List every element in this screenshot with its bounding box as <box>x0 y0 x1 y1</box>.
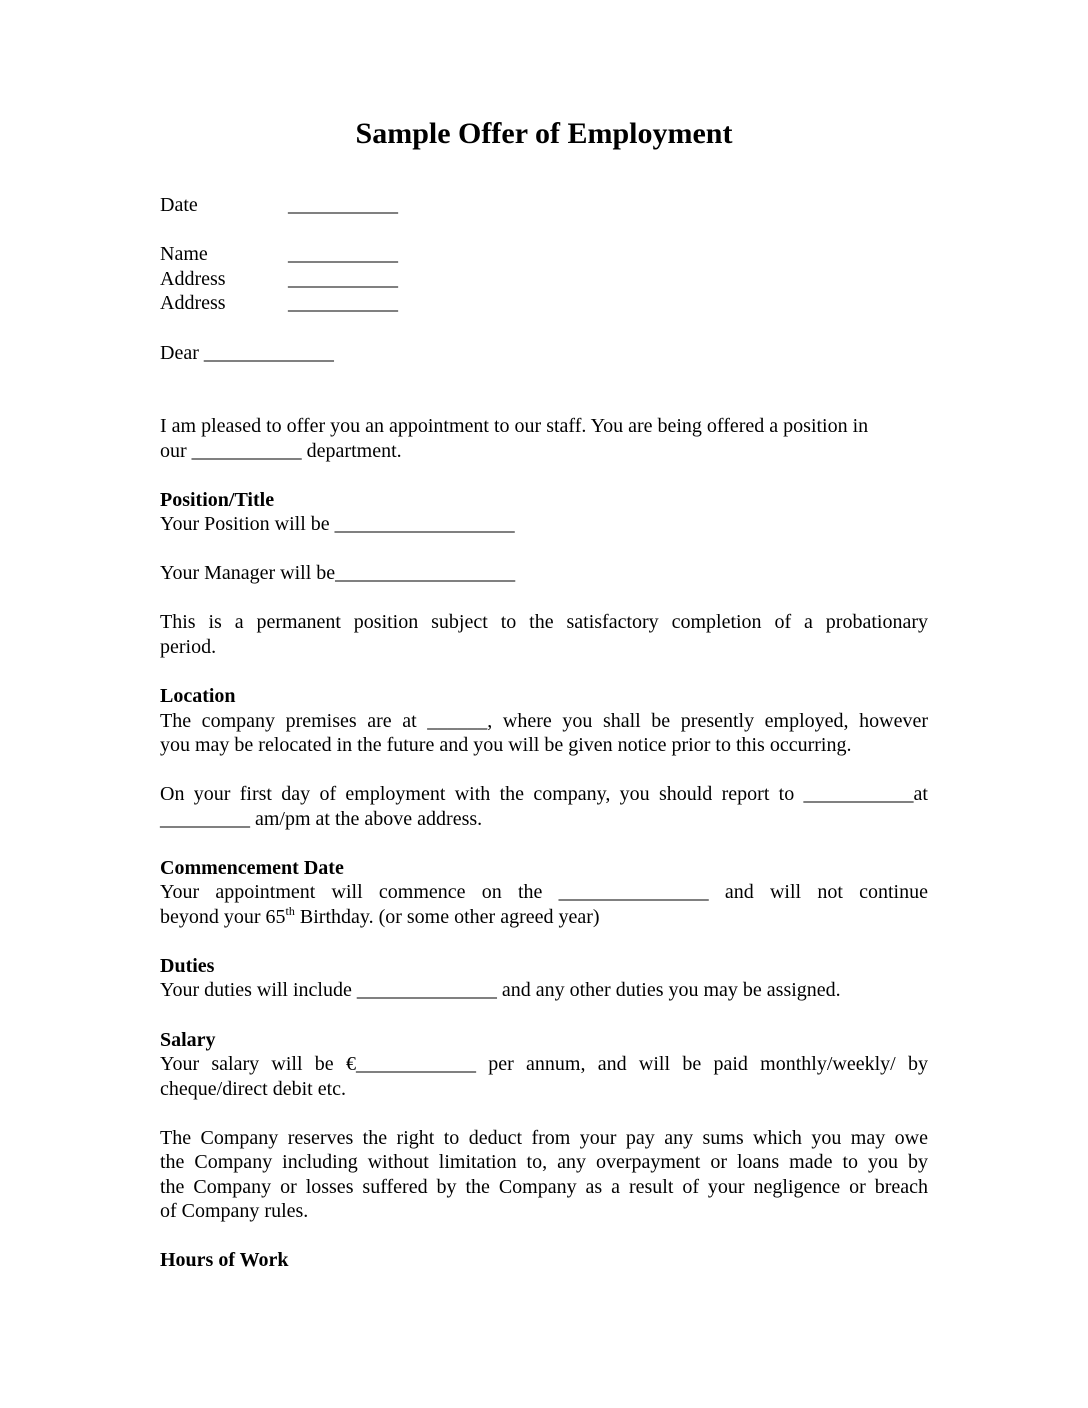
salutation: Dear _____________ <box>160 342 334 364</box>
salary-line-2: cheque/direct debit etc. <box>160 1078 347 1100</box>
report-line-1: On your first day of employment with the company, you should report to ___________at <box>160 783 928 805</box>
report-line-2: _________ am/pm at the above address. <box>160 808 483 830</box>
address-label-1: Address <box>160 268 226 290</box>
salary-heading: Salary <box>160 1029 216 1051</box>
deduction-line-4: of Company rules. <box>160 1200 309 1222</box>
duties-heading: Duties <box>160 955 215 977</box>
document-title: Sample Offer of Employment <box>355 117 733 150</box>
name-blank: ___________ <box>288 243 398 265</box>
location-line-2: you may be relocated in the future and you will be given notice prior to this occurring. <box>160 734 852 756</box>
position-line: Your Position will be __________________ <box>160 513 515 535</box>
location-line-1: The company premises are at ______, where you shall be presently employed, however <box>160 710 928 732</box>
commencement-line-2 <box>160 905 928 930</box>
ordinal-suffix: th <box>285 904 295 918</box>
position-heading: Position/Title <box>160 489 275 511</box>
location-heading: Location <box>160 685 236 707</box>
address-label-2: Address <box>160 292 226 314</box>
address-blank-1: ___________ <box>288 268 398 290</box>
duties-line: Your duties will include ______________ and any other duties you may be assigned. <box>160 979 841 1001</box>
permanent-line-1: This is a permanent position subject to the satisfactory completion of a probationary <box>160 611 928 633</box>
date-label: Date <box>160 194 198 216</box>
salary-line-1: Your salary will be €____________ per annum, and will be paid monthly/weekly/ by <box>160 1053 928 1075</box>
intro-line-2: our ___________ department. <box>160 440 402 462</box>
address-blank-2: ___________ <box>288 292 398 314</box>
permanent-line-2: period. <box>160 636 217 658</box>
deduction-line-2: the Company including without limitation to, any overpayment or loans made to you by <box>160 1151 928 1173</box>
manager-line: Your Manager will be__________________ <box>160 562 516 584</box>
name-label: Name <box>160 243 208 265</box>
commencement-line-2-end: Birthday. (or some other agreed year) <box>294 906 600 928</box>
intro-line-1: I am pleased to offer you an appointment to our staff. You are being offered a position in <box>160 415 869 437</box>
commencement-heading: Commencement Date <box>160 857 344 879</box>
deduction-line-3: the Company or losses suffered by the Company as a result of your negligence or breach <box>160 1176 928 1198</box>
commencement-line-1: Your appointment will commence on the _______________ and will not continue <box>160 881 928 903</box>
deduction-line-1: The Company reserves the right to deduct from your pay any sums which you may owe <box>160 1127 928 1149</box>
date-blank: ___________ <box>288 194 398 216</box>
commencement-line-2-start: beyond your 65 <box>160 906 286 928</box>
hours-heading: Hours of Work <box>160 1249 289 1271</box>
